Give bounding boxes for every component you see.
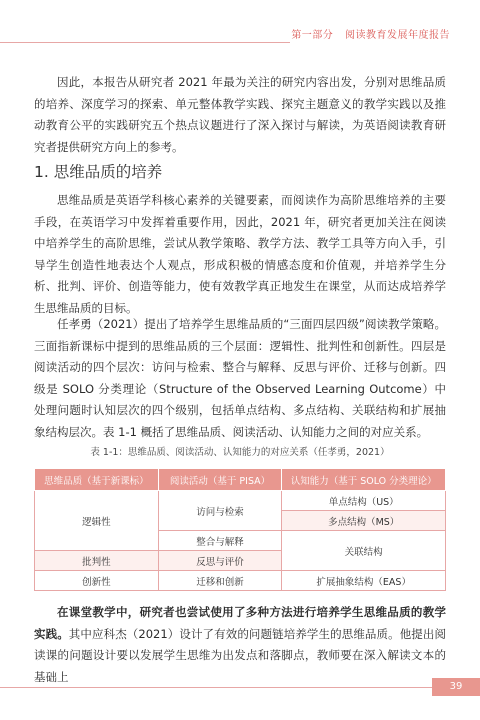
cell-creative: 创新性 [35, 571, 159, 591]
intro-paragraph: 因此，本报告从研究者 2021 年最为关注的研究内容出发，分别对思维品质的培养、深度学习的探索、单元整体教学实践、探究主题意义的教学实践以及推动教育公平的实践研究五个热点议题进行了深入探讨与解读，为英语阅读教育研究者提供研究方向上的参考。 [34, 75, 446, 154]
header-report-title: 阅读教育发展年度报告 [345, 30, 450, 41]
header-reading-activity: 阅读活动（基于 PISA） [158, 469, 282, 491]
cell-access: 访问与检索 [158, 491, 282, 531]
header-cognitive-ability: 认知能力（基于 SOLO 分类理论） [282, 469, 446, 491]
body-paragraph-1: 思维品质是英语学科核心素养的关键要素，而阅读作为高阶思维培养的主要手段，在英语学习中发挥着重要作用，因此，2021 年，研究者更加关注在阅读中培养学生的高阶思维，尝试从教学策略、教学方法、教学工具等方向入手，引导学生创造性地表达个人观点，形成积极的情感态度和价值观，并培养学生分析、批判、评价、创造等能力，使有效教学真正地发生在课堂，从而达成培养学生思维品质的目标。 [34, 193, 446, 315]
cell-integrate: 整合与解释 [158, 531, 282, 551]
cell-reflect: 反思与评价 [158, 551, 282, 571]
table-row [35, 571, 446, 591]
cell-unistructural: 单点结构（US） [282, 491, 446, 511]
correspondence-table [34, 468, 446, 591]
closing-rest: 其中应科杰（2021）设计了有效的问题链培养学生的思维品质。他提出阅读课的问题设计要以发展学生思维为出发点和落脚点，教师要在深入解读文本的基础上 [34, 626, 447, 684]
header-rule [0, 42, 290, 43]
section-title: 1. 思维品质的培养 [34, 163, 163, 181]
closing-bold-sentence: 在课堂教学中，研究者也尝试使用了多种方法进行培养学生思维品质的教学实践。 [34, 605, 446, 641]
closing-paragraph [34, 602, 446, 688]
cell-critical: 批判性 [35, 551, 159, 571]
header-thinking-quality: 思维品质（基于新课标） [35, 469, 159, 491]
table-header-row [35, 469, 446, 491]
table-caption: 表 1-1：思维品质、阅读活动、认知能力的对应关系（任孝勇，2021） [90, 447, 390, 458]
body-paragraph-2: 任孝勇（2021）提出了培养学生思维品质的“三面四层四级”阅读教学策略。三面指新课标中提到的思维品质的三个层面：逻辑性、批判性和创新性。四层是阅读活动的四个层次：访问与检索、整合与解释、反思与评价、迁移与创新。四级是 SOLO 分类理论（Structure of the Observed Learning Outcome）中处理问题时认知层次的四个级别，包括单点结构、多点结构、关联结构和扩展抽象结构层次。表 1-1 概括了思维品质、阅读活动、认知能力之间的对应关系。 [34, 317, 446, 439]
cell-extended: 扩展抽象结构（EAS） [282, 571, 446, 591]
page-number: 39 [432, 678, 480, 696]
header-part: 第一部分 [291, 30, 334, 41]
table-row [35, 491, 446, 511]
footer-rule [0, 687, 432, 688]
cell-relational: 关联结构 [282, 531, 446, 571]
running-header [0, 8, 480, 41]
cell-multistructural: 多点结构（MS） [282, 511, 446, 531]
cell-transfer: 迁移和创新 [158, 571, 282, 591]
header-text [283, 26, 450, 41]
cell-logic: 逻辑性 [35, 491, 159, 551]
